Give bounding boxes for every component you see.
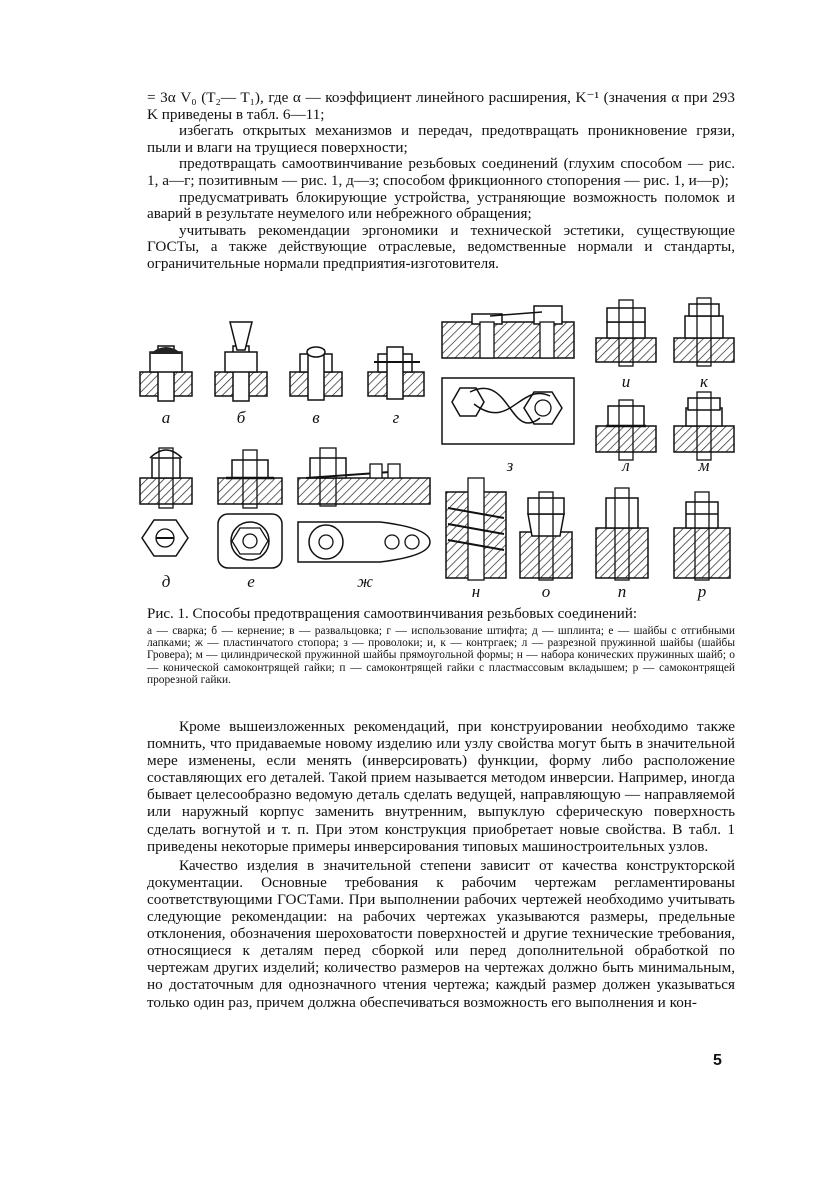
drawing-i-locknut: [596, 300, 656, 366]
drawing-d-cotter-top-view: [142, 520, 188, 556]
figure-caption-legend: а — сварка; б — кернение; в — развальцовка; г — использование штифта; д — шплинта; е — шайбы с отгибными лапками; ж — пластинчатого стопора; з — проволоки; и, к — контргаек; л — разрезной пружинной шайбы (шайбы Гровера); м — цилиндрической пружинной шайбы прямоугольной формы; н — набора конических пружинных шайб; о — конической самоконтрящей гайки; п — самоконтрящей гайки с пластмассовым вкладышем; р — самоконтрящей прорезной гайки.: [147, 625, 735, 686]
figure-label-i: и: [621, 372, 631, 391]
drawing-v-flaring: [290, 347, 342, 400]
figure-label-zh: ж: [357, 572, 373, 591]
drawing-b-punch: [215, 322, 267, 401]
drawing-d-top: [140, 448, 192, 508]
drawing-zh-top: [298, 448, 430, 506]
paragraph: учитывать рекомендации эргономики и технической эстетики, существующие ГОСТы, а также действующие отраслевые, ведомственные нормали и стандарты, ограничительные нормали предприятия-изготовителя.: [147, 221, 735, 272]
figure-label-b: б: [236, 408, 246, 427]
page-number: 5: [713, 1052, 722, 1069]
paragraph: Кроме вышеизложенных рекомендаций, при конструировании необходимо также помнить, что придаваемые новому изделию или узлу свойства могут быть в значительной мере изменены, если менять (инверсировать) функции, форму либо расположение составляющих его деталей. Такой прием называется методом инверсии. Например, иногда бывает целесообразно ведомую деталь сделать ведущей, направляющую — направляемой или наружный корпус заменить внутренним, выпуклую сферическую поверхность сделать вогнутой и т. п. При этом конструкция приобретает новые свойства. В табл. 1 приведены некоторые примеры инверсирования типовых машиностроительных узлов.: [147, 718, 735, 855]
paragraph: предусматривать блокирующие устройства, устраняющие возможность поломок и аварий в результате неумелого или небрежного обращения;: [147, 188, 735, 223]
figure-label-r: р: [697, 582, 707, 601]
drawing-k-locknut: [674, 298, 734, 366]
drawing-z-wire: [442, 378, 574, 444]
drawing-r-slotted-nut: [674, 492, 730, 580]
drawing-n-conical-washers: [446, 478, 506, 580]
figure-label-k: к: [700, 372, 708, 391]
paragraph: избегать открытых механизмов и передач, предотвращать проникновение грязи, пыли и влаги на трущиеся поверхности;: [147, 122, 735, 156]
figure-threaded-joints: [130, 292, 740, 602]
top-text-block: [147, 90, 735, 273]
drawing-m-spring-washer: [674, 392, 734, 460]
paragraph: Качество изделия в значительной степени зависит от качества конструкторской документации. Основные требования к рабочим чертежам регламентированы соответствующими ГОСТами. При выполнении рабочих чертежей необходимо учитывать следующие рекомендации: на рабочих чертежах указываются размеры, предельные отклонения, обозначения шероховатости поверхностей и другие технические требования, относящиеся к деталям перед сборкой или перед дополнительной обработкой по чертежам других изделий; количество размеров на чертежах должно быть минимальным, но достаточным для однозначного чтения чертежа; каждый размер должен указываться только один раз, причем должна обеспечиваться возможность его выполнения и кон-: [147, 856, 735, 1011]
figure-label-p: п: [617, 582, 627, 601]
drawing-l-spring-washer: [596, 400, 656, 460]
drawing-z-top: [442, 306, 574, 358]
drawing-e-top: [218, 450, 282, 508]
figure-label-a: а: [161, 408, 171, 427]
drawing-p-plastic-insert-nut: [596, 488, 648, 580]
drawing-zh-plate-stopper-top-view: [298, 522, 430, 562]
drawing-o-conical-nut: [520, 492, 572, 580]
figure-label-e: е: [247, 572, 255, 591]
figure-label-m: м: [698, 456, 710, 475]
body-text-block: [147, 718, 735, 1011]
figure-label-g: г: [392, 408, 400, 427]
technical-drawing: [130, 292, 740, 602]
figure-label-z: з: [506, 456, 514, 475]
drawing-a-weld: [140, 346, 192, 401]
figure-label-l: л: [622, 456, 630, 475]
figure-caption: [147, 606, 735, 686]
paragraph: предотвращать самоотвинчивание резьбовых соединений (глухим способом — рис. 1, а—г; позитивным — рис. 1, д—з; способом фрикционного стопорения — рис. 1, и—р);: [147, 155, 735, 189]
drawing-e-tab-washer-top-view: [218, 514, 282, 568]
figure-label-d: д: [161, 572, 171, 591]
figure-caption-title: Рис. 1. Способы предотвращения самоотвинчивания резьбовых соединений:: [147, 606, 638, 622]
figure-label-n: н: [471, 582, 481, 601]
figure-label-o: о: [541, 582, 551, 601]
figure-label-v: в: [312, 408, 320, 427]
paragraph: = 3α V₀ (T₂— T₁), где α — коэффициент линейного расширения, K⁻¹ (значения α при 293 K приведены в табл. 6—11;: [147, 89, 735, 123]
drawing-g-pin: [368, 347, 424, 399]
